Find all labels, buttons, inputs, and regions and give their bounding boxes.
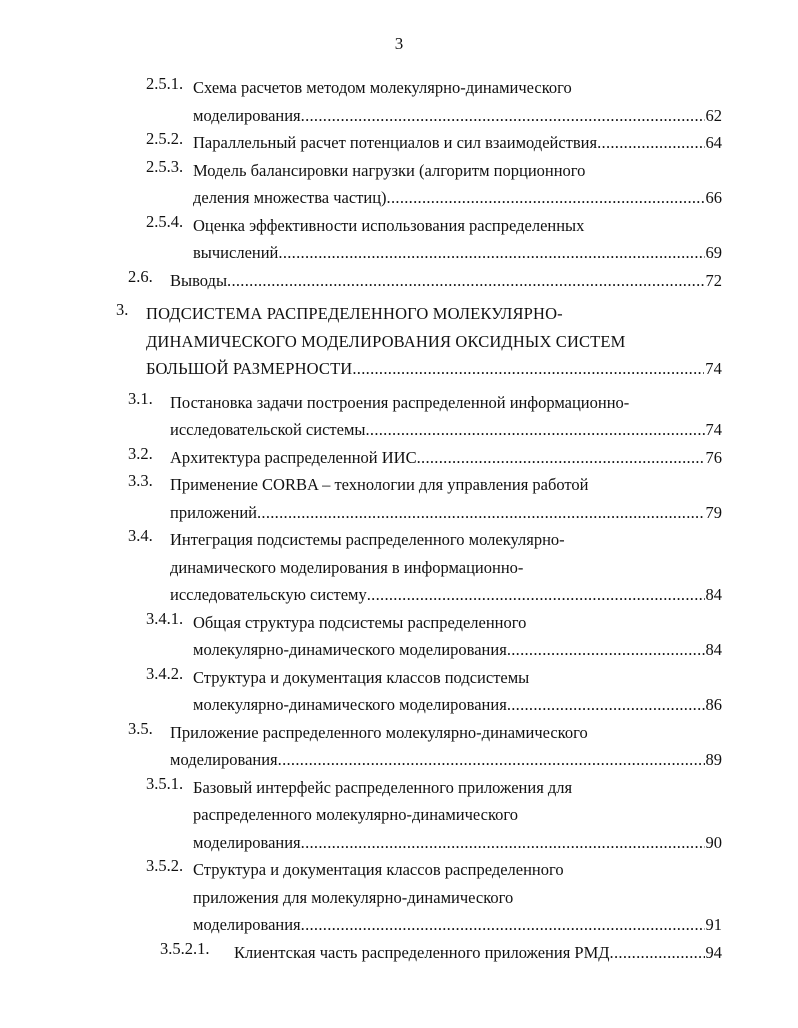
toc-entry-number: 3.4. [128, 526, 153, 545]
toc-entry-page: 66 [705, 188, 722, 207]
toc-entry-title: ПОДСИСТЕМА РАСПРЕДЕЛЕННОГО МОЛЕКУЛЯРНО- [146, 304, 563, 323]
toc-entry[interactable] [0, 471, 798, 526]
toc-entry-page: 84 [705, 585, 722, 604]
toc-entry[interactable] [0, 719, 798, 774]
toc-entry-number: 3.5.2.1. [160, 938, 210, 958]
toc-entry-page: 89 [705, 750, 722, 769]
toc-entry-title: Применение CORBA – технологии для управления работой [170, 475, 589, 494]
toc-entry[interactable] [0, 300, 798, 383]
toc-entry-page: 74 [705, 359, 722, 378]
toc-entry-title: вычислений [193, 243, 279, 262]
toc-entry-title: Схема расчетов методом молекулярно-динамического [193, 78, 572, 97]
dot-leader [417, 444, 705, 472]
toc-entry-page: 76 [705, 447, 722, 467]
dot-leader [301, 829, 705, 857]
toc-entry-title: Архитектура распределенной ИИС [170, 447, 417, 467]
toc-entry-page: 74 [705, 420, 722, 439]
toc-entry-number: 2.5.2. [146, 129, 184, 148]
toc-entry-title: исследовательскую систему [170, 585, 367, 604]
toc-entry-page: 69 [705, 243, 722, 262]
dot-leader [257, 499, 705, 527]
toc-entry-number: 3.5. [128, 718, 153, 738]
toc-entry-page: 90 [705, 832, 722, 852]
dot-leader [367, 581, 705, 609]
toc-entry-page: 84 [705, 640, 722, 659]
toc-entry-page: 86 [705, 695, 722, 714]
toc-entry-title: Приложение распределенного молекулярно-динамического [170, 722, 588, 742]
toc-entry-title: динамического моделирования в информационно- [170, 557, 524, 577]
toc-entry-page: 79 [705, 502, 722, 522]
dot-leader [507, 691, 705, 719]
toc-entry-page: 94 [705, 942, 722, 962]
dot-leader [597, 129, 704, 157]
toc-entry[interactable] [0, 129, 798, 157]
toc-entry[interactable] [0, 939, 798, 967]
toc-entry-title: моделирования [193, 832, 301, 852]
toc-entry[interactable] [0, 774, 798, 857]
toc-entry-title: Общая структура подсистемы распределенного [193, 612, 527, 632]
toc-entry-number: 3.3. [128, 471, 153, 490]
toc-entry-title: исследовательской системы [170, 420, 366, 439]
toc-entry[interactable] [0, 609, 798, 664]
page-number: 3 [394, 34, 404, 53]
toc-entry-number: 3.4.2. [146, 663, 184, 683]
toc-entry-title: БОЛЬШОЙ РАЗМЕРНОСТИ [146, 359, 353, 378]
dot-leader [278, 239, 704, 267]
toc-entry-title: деления множества частиц) [193, 188, 387, 207]
toc-entry-page: 72 [705, 270, 722, 290]
toc-entry-title: Клиентская часть распределенного приложения РМД [234, 942, 610, 962]
toc-entry[interactable] [0, 444, 798, 472]
dot-leader [301, 911, 705, 939]
toc-entry-title: молекулярно-динамического моделирования [193, 640, 507, 659]
toc-entry-page: 62 [705, 105, 722, 125]
toc-entry-page: 64 [705, 133, 722, 152]
dot-leader [387, 184, 705, 212]
toc-entry-title: Структура и документация классов подсистемы [193, 667, 530, 687]
toc-entry-title: Структура и документация классов распределенного [193, 860, 564, 879]
toc-entry-number: 2.5.1. [146, 74, 184, 93]
toc-entry-title: молекулярно-динамического моделирования [193, 695, 507, 714]
table-of-contents [0, 74, 798, 966]
toc-entry-title: Модель балансировки нагрузки (алгоритм порционного [193, 160, 586, 180]
toc-entry[interactable] [0, 212, 798, 267]
toc-entry-title: Выводы [170, 270, 228, 290]
toc-entry-number: 3. [116, 300, 129, 319]
toc-entry-number: 3.1. [128, 388, 153, 408]
toc-entry-number: 3.4.1. [146, 608, 184, 628]
toc-entry-number: 2.5.4. [146, 211, 184, 231]
toc-entry-title: моделирования [193, 915, 301, 934]
dot-leader [227, 267, 704, 295]
dot-leader [352, 355, 704, 383]
toc-entry[interactable] [0, 389, 798, 444]
toc-entry-title: Базовый интерфейс распределенного приложения для [193, 777, 573, 797]
toc-entry-title: Интеграция подсистемы распределенного молекулярно- [170, 530, 565, 549]
dot-leader [610, 939, 705, 967]
toc-entry-number: 2.5.3. [146, 156, 184, 176]
toc-entry-title: моделирования [193, 105, 301, 125]
toc-entry-number: 3.5.1. [146, 773, 184, 793]
toc-entry-title: ДИНАМИЧЕСКОГО МОДЕЛИРОВАНИЯ ОКСИДНЫХ СИСТЕМ [146, 331, 626, 351]
toc-entry-title: Параллельный расчет потенциалов и сил взаимодействия [193, 133, 598, 152]
toc-entry-page: 91 [705, 915, 722, 934]
toc-entry-number: 3.2. [128, 443, 153, 463]
dot-leader [365, 416, 704, 444]
toc-entry-title: Постановка задачи построения распределенной информационно- [170, 392, 630, 412]
toc-entry-number: 2.6. [128, 266, 153, 286]
toc-entry[interactable] [0, 526, 798, 609]
toc-entry[interactable] [0, 267, 798, 295]
toc-entry[interactable] [0, 157, 798, 212]
toc-entry[interactable] [0, 856, 798, 939]
dot-leader [301, 102, 705, 130]
toc-entry-title: приложений [170, 502, 257, 522]
toc-entry-title: распределенного молекулярно-динамического [193, 805, 519, 824]
toc-entry-title: приложения для молекулярно-динамического [193, 887, 514, 907]
dot-leader [507, 636, 705, 664]
toc-entry-title: Оценка эффективности использования распределенных [193, 215, 585, 235]
toc-entry[interactable] [0, 664, 798, 719]
dot-leader [278, 746, 705, 774]
toc-entry-title: моделирования [170, 750, 278, 769]
toc-entry-number: 3.5.2. [146, 856, 184, 875]
toc-entry[interactable] [0, 74, 798, 129]
